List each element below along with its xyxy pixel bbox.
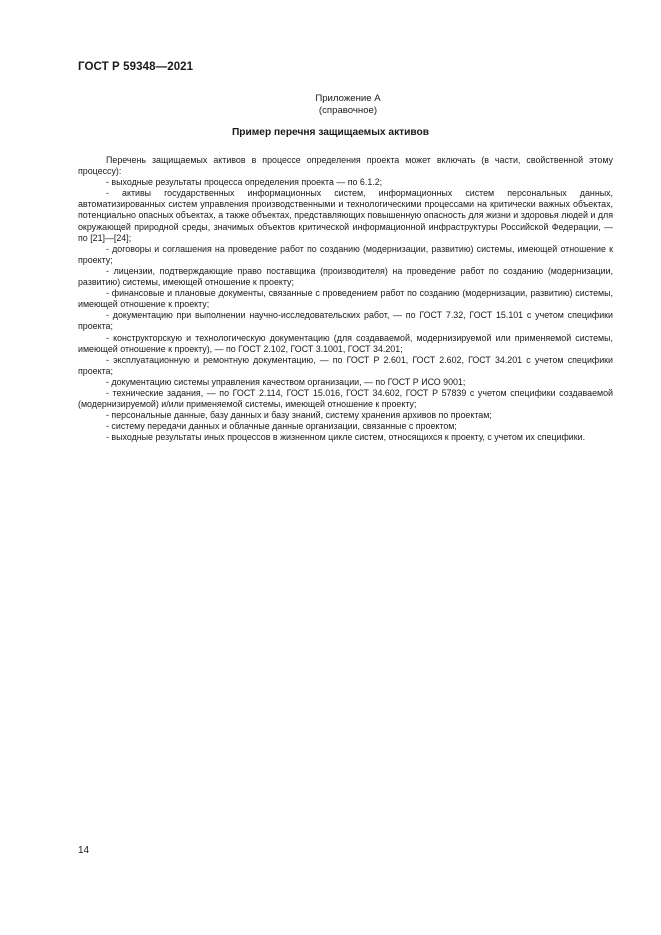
appendix-subtitle: (справочное): [318, 105, 378, 116]
list-item: - эксплуатационную и ремонтную документацию, — по ГОСТ Р 2.601, ГОСТ 2.602, ГОСТ 34.201 с учетом специфики проекта;: [78, 354, 613, 376]
body-text: [78, 155, 613, 443]
list-item: - лицензии, подтверждающие право поставщика (производителя) на проведение работ по созданию (модернизации, развитию) системы, имеющей отношение к проекту;: [78, 265, 613, 288]
appendix-heading: [265, 93, 431, 117]
section-title: Пример перечня защищаемых активов: [231, 127, 430, 138]
list-item: - выходные результаты иных процессов в жизненном цикле систем, относящихся к проекту, с учетом их специфики.: [106, 432, 586, 443]
list-item: - финансовые и плановые документы, связанные с проведением работ по созданию (модернизации, развитию) системы, имеющей отношение к проекту;: [78, 288, 613, 310]
list-item: - систему передачи данных и облачные данные организации, связанные с проектом;: [106, 421, 457, 432]
list-item: - персональные данные, базу данных и базу знаний, систему хранения архивов по проектам;: [106, 410, 492, 421]
list-item: - документацию системы управления качеством организации, — по ГОСТ Р ИСО 9001;: [106, 376, 466, 387]
list-item: - активы государственных информационных систем, информационных систем персональных данных, автоматизированных систем управления производственными и технологическими процессами на критически важных объектах, потенциально опасных объектах, а также объектах, представляющих повышенную опасность для жизни и здоровья людей и для окружающей природной среды, значимых объектов критической информационной инфраструктуры Российской Федерации, — по [21]—[24];: [78, 188, 613, 243]
appendix-title: Приложение А: [315, 93, 381, 104]
list-item: - договоры и соглашения на проведение работ по созданию (модернизации, развитию) системы, имеющей отношение к проекту;: [78, 243, 613, 265]
page-number: 14: [78, 845, 90, 856]
document-header: ГОСТ Р 59348—2021: [78, 61, 194, 73]
list-item: - документацию при выполнении научно-исследовательских работ, — по ГОСТ 7.32, ГОСТ 15.101 с учетом специфики проекта;: [78, 310, 613, 332]
paragraph-intro: Перечень защищаемых активов в процессе определения проекта может включать (в части, свойственной этому процессу):: [78, 155, 613, 177]
list-item: - конструкторскую и технологическую документацию (для создаваемой, модернизируемой или применяемой системы, имеющей отношение к проекту), — по ГОСТ 2.102, ГОСТ 3.1001, ГОСТ 34.201;: [78, 332, 613, 354]
list-item: - технические задания, — по ГОСТ 2.114, ГОСТ 15.016, ГОСТ 34.602, ГОСТ Р 57839 с учетом специфики создаваемой (модернизируемой) и/или применяемой системы, имеющей отношение к проекту;: [78, 387, 613, 410]
list-item: - выходные результаты процесса определения проекта — по 6.1.2;: [106, 177, 383, 188]
